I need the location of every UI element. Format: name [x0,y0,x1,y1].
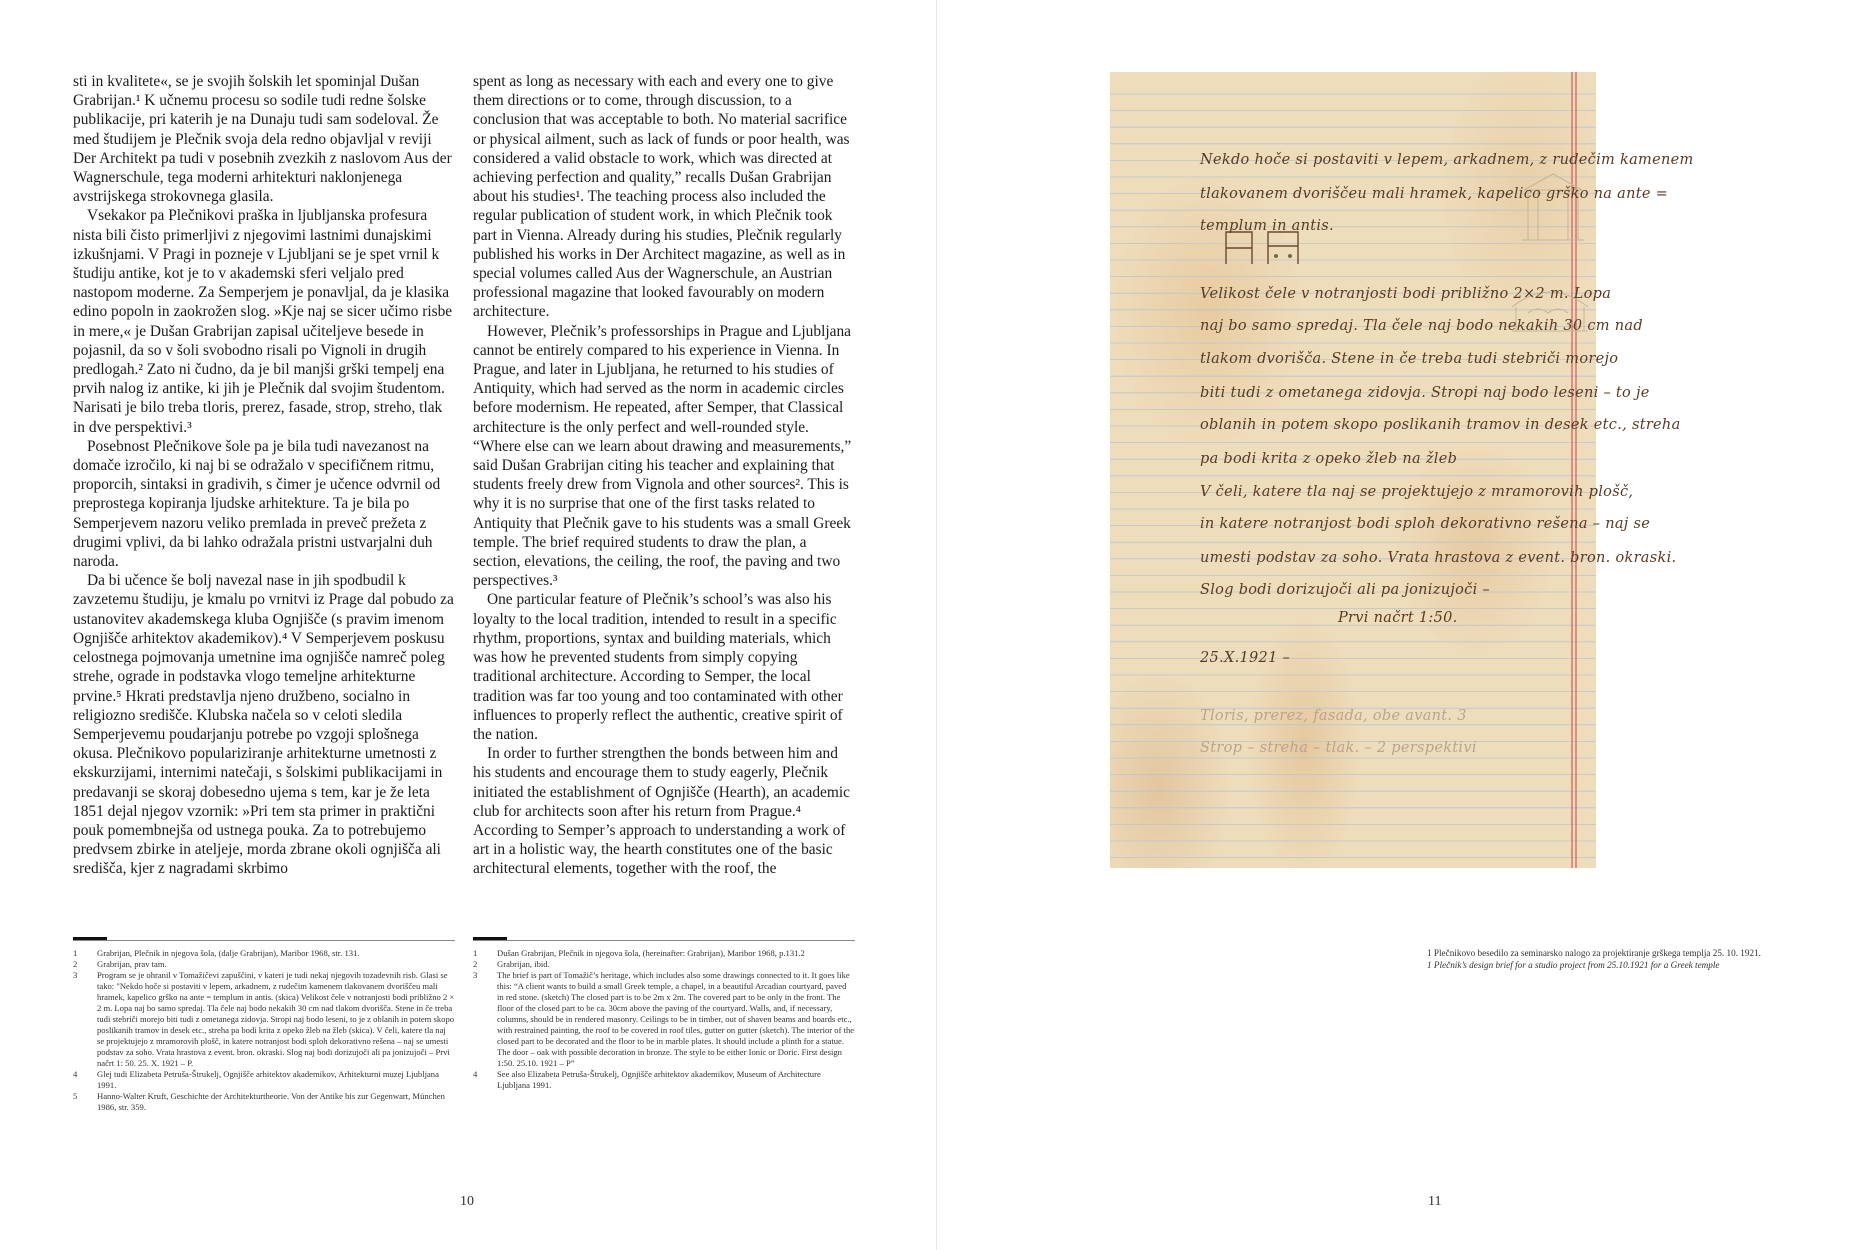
handwritten-line: Velikost čele v notranjosti bodi približno 2×2 m. Lopa [1200,286,1612,302]
paragraph: One particular feature of Plečnik’s school’s was also his loyalty to the local tradition, intended to result in a specific rhythm, proportions, syntax and building materials, which was how he prevented students from simply copying traditional architecture. According to Semper, the local tradition was far too young and too contaminated with other influences to properly reflect the authentic, creative spirit of the nation. [473,591,843,743]
footnote: 1 Dušan Grabrijan, Plečnik in njegova šola, (hereinafter: Grabrijan), Maribor 1968, p.131.2 [473,948,805,958]
paragraph: sti in kvalitete«, se je svojih šolskih let spominjal Dušan Grabrijan.¹ K učnemu procesu so sodile tudi redne šolske publikacije, pri katerih je na Dunaju tudi sam sodeloval. Že med študijem je Plečnik svoja dela redno objavljal v reviji Der Architekt pa tudi v posebnih zvezkih z naslovom Aus der Wagnerschule, tega moderni arhitekturi naklonjenega avstrijskega strokovnega glasila. [73,73,452,206]
footnote: 4 Glej tudi Elizabeta Petruša-Štrukelj, Ognjišče arhitektov akademikov, Arhitekturni muzej Ljubljana 1991. [73,1069,439,1090]
handwritten-line: tlakom dvorišča. Stene in če treba tudi stebriči morejo [1200,351,1619,367]
paragraph: Vsekakor pa Plečnikovi praška in ljubljanska profesura nista bili čisto primerljivi z njegovimi lastnimi dunajskimi izkušnjami. V Pragi in pozneje v Ljubljani se je spet vrnil k študiju antike, kot je to v akademski sferi veljalo pred nastopom moderne. Za Semperjem je ponavljal, da je klasika edino popoln in zaokrožen slog. »Kje naj se sicer učimo risbe in mere,« je Dušan Grabrijan zapisal učiteljeve besede in pojasnil, da so v šoli svobodno risali po Vignoli in drugih predlogah.² Zato ni čudno, da je bil manjši grški tempelj ena prvih nalog iz antike, ki jih je Plečnik dal svojim študentom. Narisati je bilo treba tloris, prerez, fasade, strop, streho, tlak in dve perspektivi.³ [73,207,453,436]
footnote-rule [473,940,855,941]
column-english [473,72,855,879]
column-slovene [73,72,455,879]
caption-english: 1 Plečnik’s design brief for a studio project from 25.10.1921 for a Greek temple [1427,960,1720,970]
handwritten-line: pa bodi krita z opeko žleb na žleb [1200,451,1458,467]
handwritten-line: templum in antis. [1200,218,1334,234]
page-number: 10 [460,1194,474,1209]
temple-elevation-sketch [1518,170,1588,244]
pencil-line: Tloris, prerez, fasada, obe avant. 3 [1200,708,1467,724]
footnote-rule [73,940,455,941]
caption-slovene: 1 Plečnikovo besedilo za seminarsko nalogo za projektiranje grškega templja 25. 10. 1921. [1427,948,1761,958]
paragraph: Posebnost Plečnikove šole pa je bila tudi navezanost na domače izročilo, ki naj bi se odražalo v specifičnem ritmu, proporcih, sintaksi in gradivih, s čimer je učence odvrnil od preprostega kopiranja ljudske arhitekture. Ta je bila po Semperjevem nazoru veliko premlada in preveč prežeta z drugimi vplivi, da bi lahko odražala pristni ustvarjalni duh naroda. [73,437,441,571]
manuscript-image [1110,72,1694,868]
footnote: 1 Grabrijan, Plečnik in njegova šola, (dalje Grabrijan), Maribor 1968, str. 131. [73,948,360,958]
handwritten-line: in katere notranjost bodi sploh dekorativno rešena – naj se [1200,516,1651,532]
paragraph: spent as long as necessary with each and every one to give them directions or to come, through discussion, to a conclusion that was acceptable to both. No material sacrifice or physical ailment, such as lack of funds or poor health, was considered a valid obstacle to work, which was directed at achieving perfection and quality,” recalls Dušan Grabrijan about his studies¹. The teaching process also included the regular publication of student work, in which Plečnik took part in Vienna. Already during his studies, Plečnik regularly published his works in Der Architect magazine, as well as in special volumes called Aus der Wagnerschule, an Austrian professional magazine that looked favourably on modern architecture. [473,73,850,321]
footnote: 3 The brief is part of Tomažič’s heritage, which includes also some drawings connected to it. It goes like this: “A client wants to build a small Greek temple, a chapel, in a beautiful Arcadian courtyard, paved in red stone. (sketch) The closed part is to be 2m x 2m. The covered part to be only in the front. The floor of the closed part to be ca. 30cm above the paving of the courtyard. Walls, and, if necessary, columns, should be in rendered masonry. Ceilings to be in timber, out of shaven beams and boards etc., with restrained painting, the roof to be covered in roof tiles, gutter on gutter (sketch). The interior of the closed part to be decorated and the floor to be in marble plates. It should include a plinth for a statue. The door – oak with possible decoration in bronze. The style to be either Ionic or Doric. First design 1:50. 25.10. 1921 – P” [473,970,855,1068]
paragraph: However, Plečnik’s professorships in Prague and Ljubljana cannot be entirely compared to his experience in Vienna. In Prague, and later in Ljubljana, he returned to his studies of Antiquity, which had served as the norm in academic circles before modernism. He repeated, after Semper, that Classical architecture is the only perfect and well-rounded style. “Where else can we learn about drawing and measurements,” said Dušan Grabrijan citing his teacher and explaining that students freely drew from Vignola and other sources². This is why it is no surprise that one of the first tasks related to Antiquity that Plečnik gave to his students was a small Greek temple. The brief required students to draw the plan, a section, elevations, the ceiling, the roof, the paving and two perspectives.³ [473,322,852,590]
handwritten-line: biti tudi z ometanega zidovja. Stropi naj bodo leseni – to je [1200,385,1650,401]
handwritten-line: Slog bodi dorizujoči ali pa jonizujoči – [1200,582,1490,598]
footnote: 5 Hanno-Walter Kruft, Geschichte der Architekturtheorie. Von der Antike bis zur Gegenwart, München 1986, str. 359. [73,1091,445,1112]
paragraph: Da bi učence še bolj navezal nase in jih spodbudil k zavzetemu študiju, je kmalu po vrnitvi iz Prage dal pobudo za ustanovitev akademskega kluba Ognjišče (s pravim imenom Ognjišče arhitektov akademikov).⁴ V Semperjevem poskusu celostnega pojmovanja umetnine ima ognjišče namreč poleg strehe, ograde in podstavka vlogo temeljne arhitekturne prvine.⁵ Hkrati predstavlja njeno družbeno, socialno in religiozno središče. Klubska načela so v celoti sledila Semperjevemu poudarjanju potrebe po vzgoji splošnega okusa. Plečnikovo populariziranje arhitekturne umetnosti z ekskurzijami, internimi natečaji, s šolskimi publikacijami in predavanji se skoraj dobesedno ujema s tem, kar je že leta 1851 dejal njegov vzornik: »Pri tem sta primer in praktični pouk pomembnejša od ustnega pouka. Za to potrebujemo predvsem zbirke in ateljeje, morda zbrane okoli ognjišča ali središča, kjer z nagradami skrbimo [73,572,454,878]
page-number: 11 [1428,1194,1442,1209]
footnote: 2 Grabrijan, ibid. [473,959,550,969]
footnote: 3 Program se je ohranil v Tomažičevi zapuščini, v kateri je tudi nekaj njegovih tozadevnih risb. Glasi se tako: "Nekdo hoče si postaviti v lepem, arkadnem, z rudečim kamenem tlakovanem dvoriščeu mali hramek, kapelico grško na ante = templum in antis. (skica) Velikost čele v notranjosti bodi približno 2 × 2 m. Lopa naj bo samo spredaj. Tla čele naj bodo nekakih 30 cm nad tlakom dvorišča. Stene in če treba tudi stebriči morejo biti tudi z ometanega zidovja. Stropi naj bodo leseni, to je z oblanih in potem skopo poslikanih tramov in desek etc., streha pa bodi krita z opeko žleb na žleb (skica). V čeli, katere tla naj se projektujejo z mramorovih plošč, in katere notranjost bodi sploh dekorativno rešena – naj se umesti podstav za soho. Vrata hrastova z event. bron. okraski. Slog naj bodi dorizujoči ali pa jonizujoči – Prvi načrt 1: 50. 25. X. 1921 – P. [73,970,455,1068]
handwritten-line: V čeli, katere tla naj se projektujejo z mramorovih plošč, [1200,484,1634,500]
handwritten-line: Nekdo hoče si postaviti v lepem, arkadnem, z rudečim kamenem [1200,152,1694,168]
footnote: 2 Grabrijan, prav tam. [73,959,167,969]
footnotes-english [473,948,855,1091]
handwritten-line: naj bo samo spredaj. Tla čele naj bodo nekakih 30 cm nad [1200,318,1643,334]
handwritten-line: tlakovanem dvoriščeu mali hramek, kapelico grško na ante = [1200,186,1669,202]
handwritten-line: Prvi načrt 1:50. [1338,610,1458,626]
handwritten-line: oblanih in potem skopo poslikanih tramov in desek etc., streha [1200,417,1681,433]
handwritten-line: umesti podstav za soho. Vrata hrastova z event. bron. okraski. [1200,550,1677,566]
paragraph: In order to further strengthen the bonds between him and his students and encourage them to study eagerly, Plečnik initiated the establishment of Ognjišče (Hearth), an academic club for architects soon after his return from Prague.⁴ According to Semper’s approach to understanding a work of art in a holistic way, the hearth constitutes one of the basic architectural elements, together with the roof, the [473,745,850,878]
handwritten-date: 25.X.1921 – [1200,650,1291,666]
footnotes-slovene [73,948,455,1113]
figure-caption [1427,947,1761,971]
pencil-line: Strop – streha – tlak. – 2 perspektivi [1200,740,1477,756]
footnote: 4 See also Elizabeta Petruša-Štrukelj, Ognjišče arhitektov akademikov, Museum of Architecture Ljubljana 1991. [473,1069,821,1090]
